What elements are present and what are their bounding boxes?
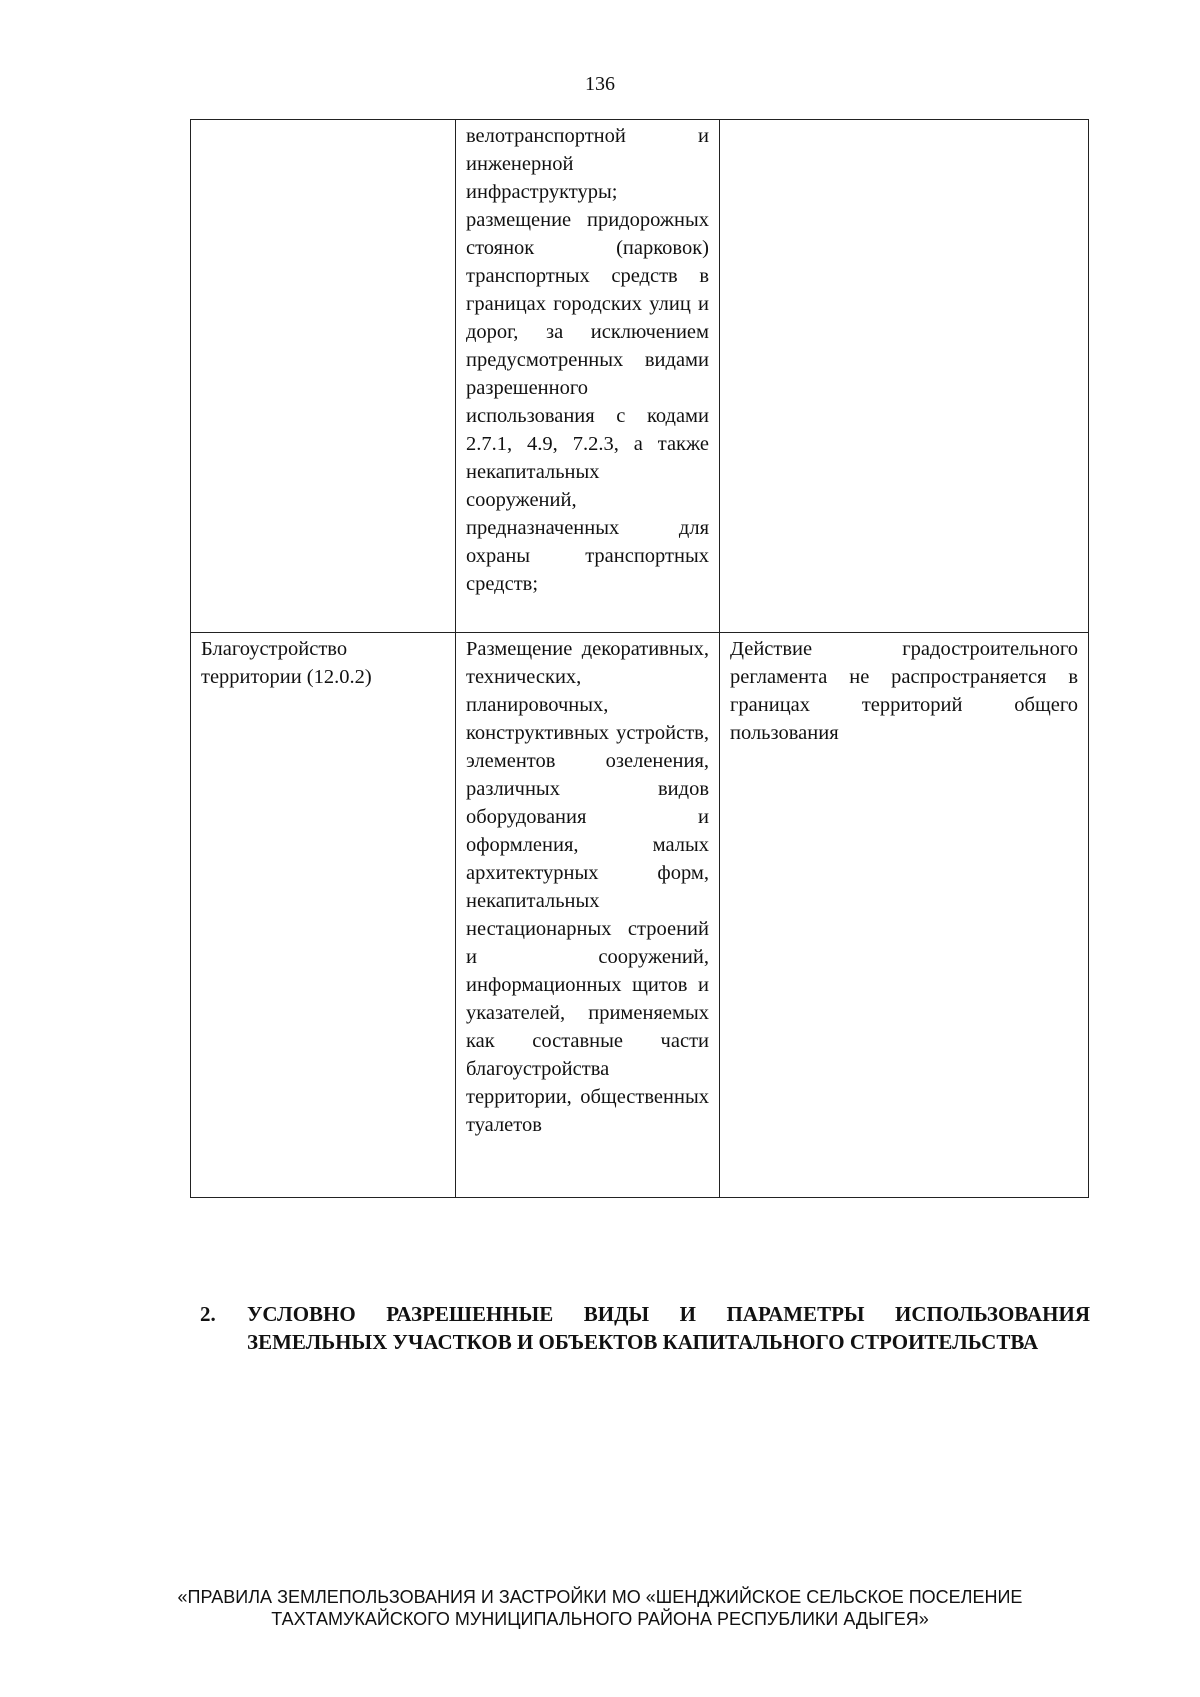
regulation-cell <box>720 120 1089 633</box>
footer-line-1: «ПРАВИЛА ЗЕМЛЕПОЛЬЗОВАНИЯ И ЗАСТРОЙКИ МО «ШЕНДЖИЙСКОЕ СЕЛЬСКОЕ ПОСЕЛЕНИЕ <box>177 1587 1023 1607</box>
table-row <box>191 633 1089 1198</box>
section-heading <box>200 1300 1090 1356</box>
document-footer <box>0 1586 1200 1630</box>
land-use-description-cell: Размещение декоративных, технических, планировочных, конструктивных устройств, элементов озеленения, различных видов оборудования и оформления, малых архитектурных форм, некапитальных нестационарных строений и сооружений, информационных щитов и указателей, применяемых как составные части благоустройства территории, общественных туалетов <box>456 633 720 1198</box>
table-row <box>191 120 1089 633</box>
page-number: 136 <box>585 73 615 95</box>
land-use-description-cell: велотранспортной и инженерной инфраструктуры; размещение придорожных стоянок (парковок) транспортных средств в границах городских улиц и дорог, за исключением предусмотренных видами разрешенного использования с кодами 2.7.1, 4.9, 7.2.3, а также некапитальных сооружений, предназначенных для охраны транспортных средств; <box>456 120 720 633</box>
section-title: УСЛОВНО РАЗРЕШЕННЫЕ ВИДЫ И ПАРАМЕТРЫ ИСПОЛЬЗОВАНИЯ ЗЕМЕЛЬНЫХ УЧАСТКОВ И ОБЪЕКТОВ КАПИТАЛЬНОГО СТРОИТЕЛЬСТВА <box>247 1302 1090 1354</box>
regulation-cell: Действие градостроительного регламента не распространяется в границах территорий общего пользования <box>720 633 1089 1198</box>
footer-line-2: ТАХТАМУКАЙСКОГО МУНИЦИПАЛЬНОГО РАЙОНА РЕСПУБЛИКИ АДЫГЕЯ» <box>271 1609 929 1629</box>
section-number: 2. <box>200 1302 216 1326</box>
land-use-name-cell: Благоустройство территории (12.0.2) <box>191 633 456 1198</box>
land-use-name-cell <box>191 120 456 633</box>
land-use-table <box>190 119 1089 1198</box>
